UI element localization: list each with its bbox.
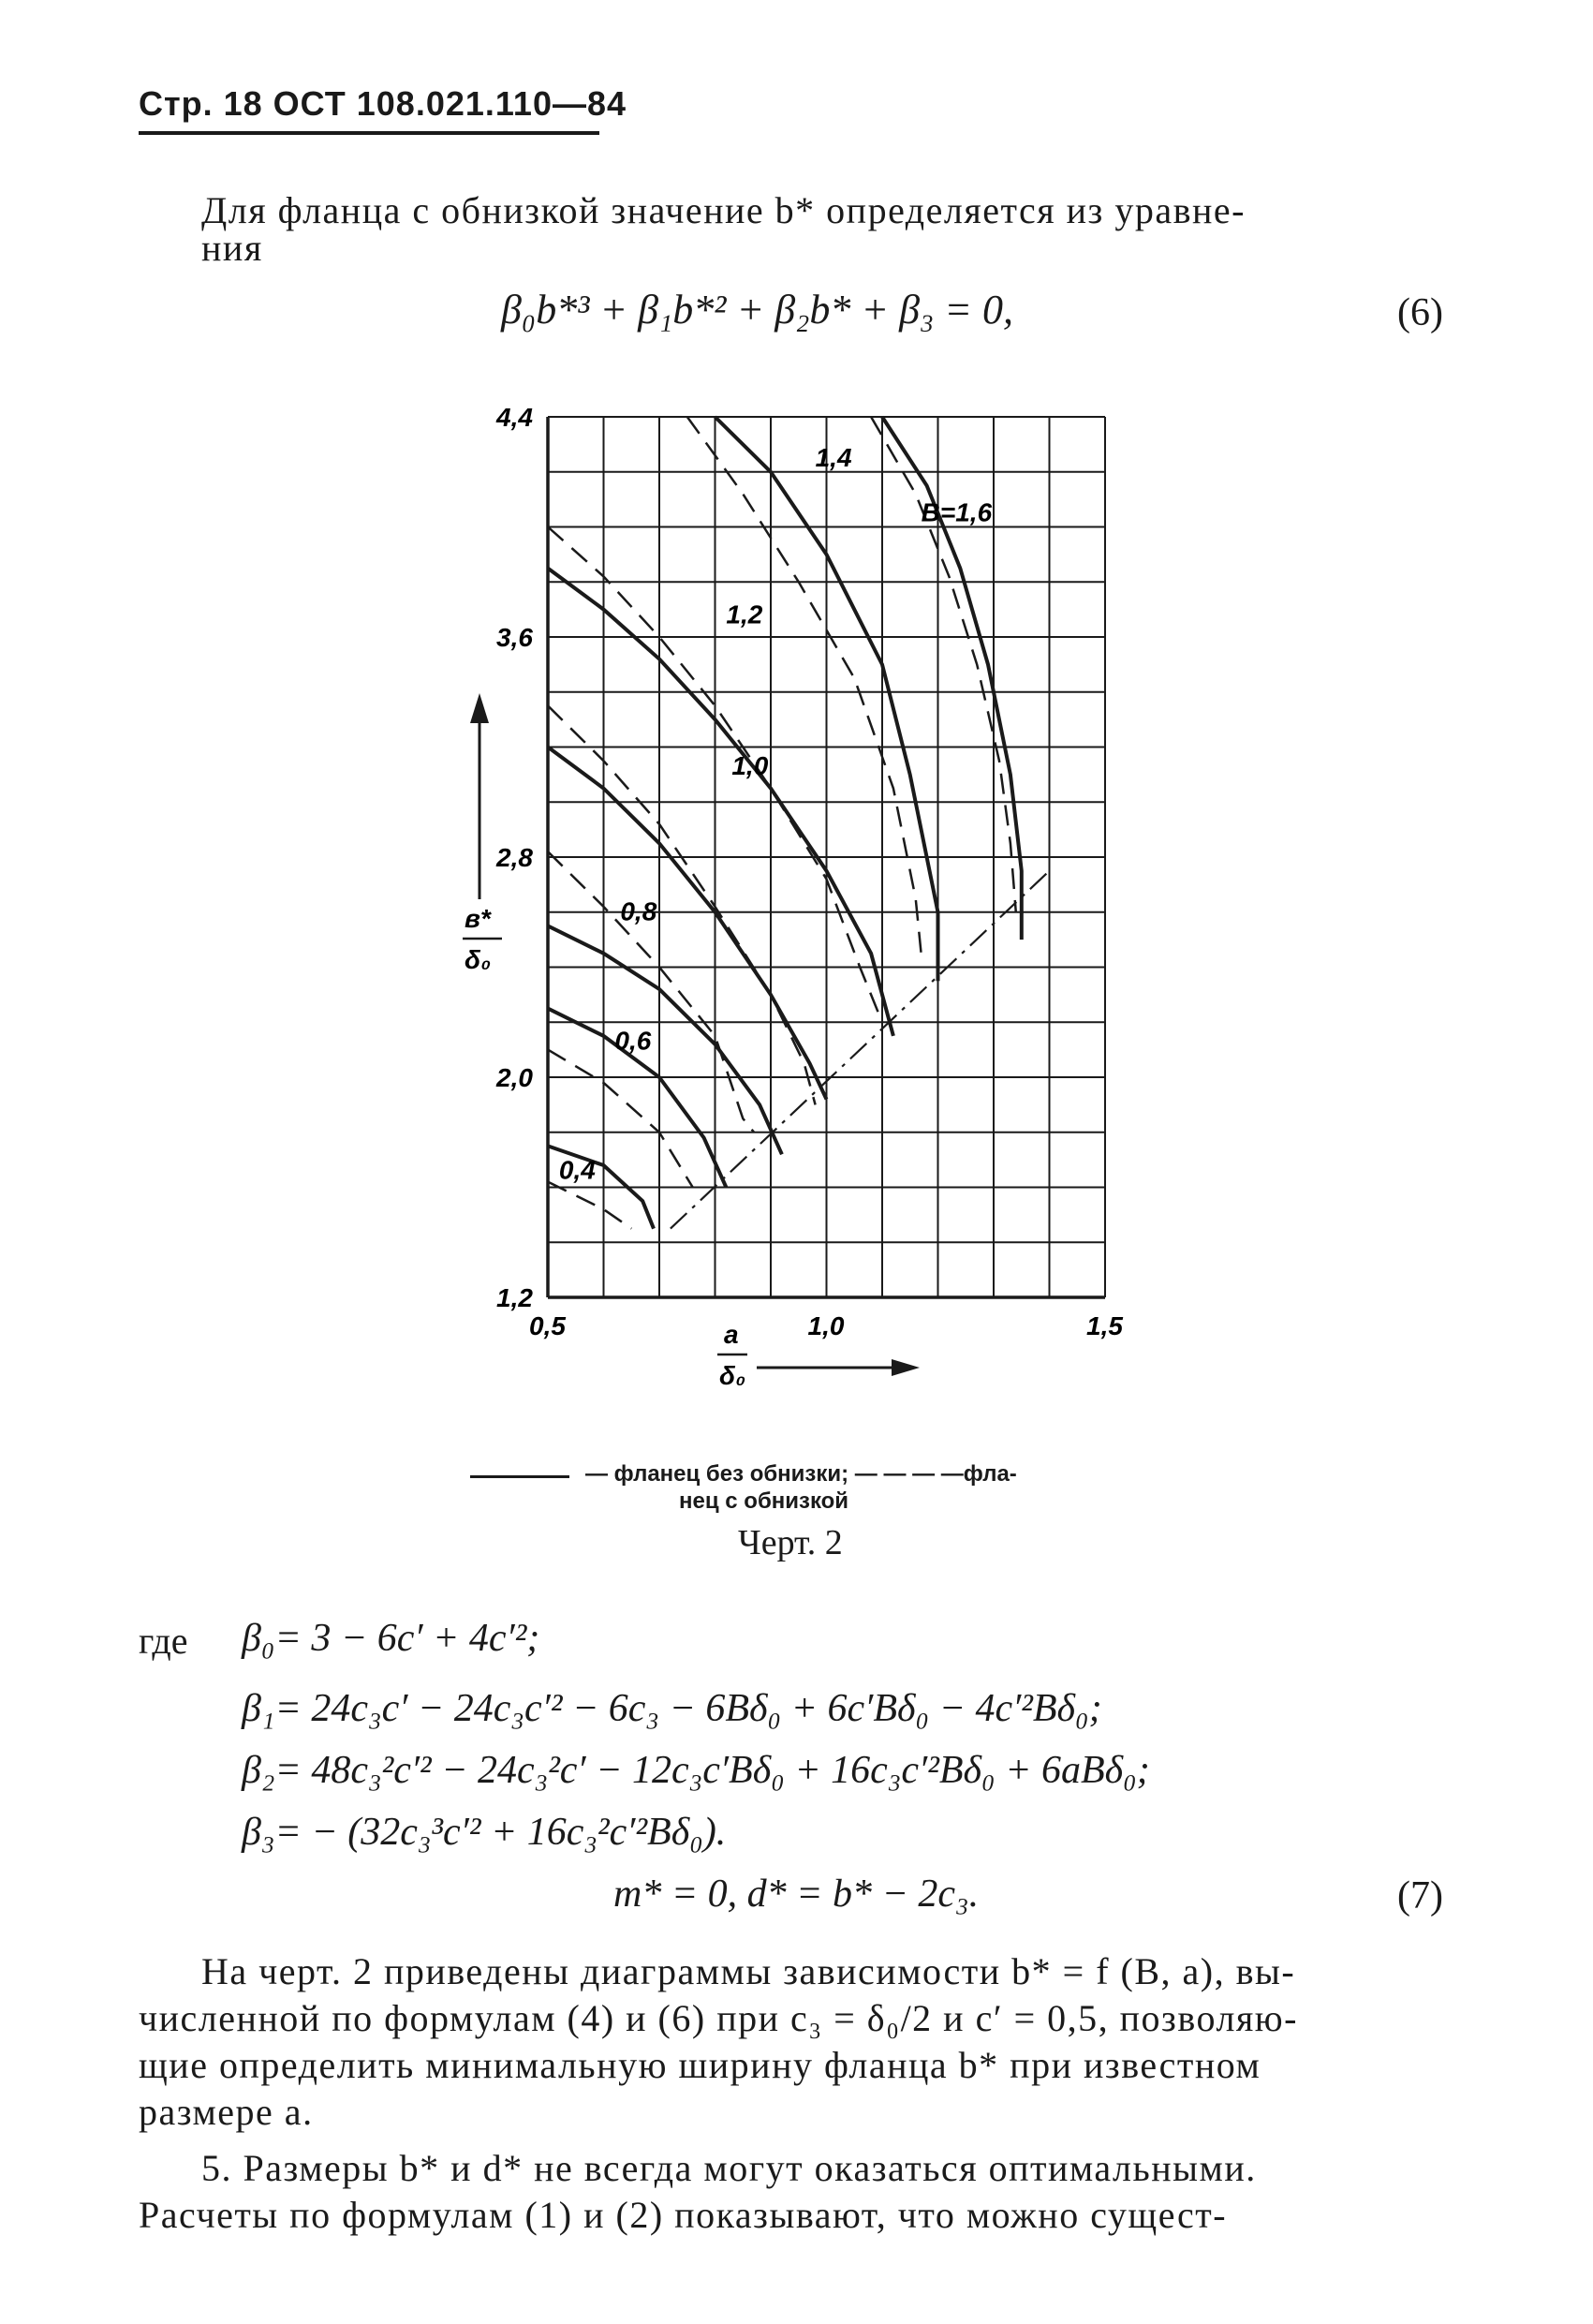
intro-line-2: ния [201,227,263,269]
series-line-7 [548,705,816,1104]
formula-beta1: β₁= 24c₃c′ − 24c₃c′² − 6c₃ − 6Bδ₀ + 6c′Bδ₀ − 4c′²Bδ₀; [242,1687,1102,1730]
chart-curve-labels [559,443,993,1185]
formula-beta2: β₂= 48c₃²c′² − 24c₃²c′ − 12c₃c′Bδ₀ + 16c₃c′²Bδ₀ + 6aBδ₀; [242,1749,1150,1792]
series-line-1 [548,1182,631,1229]
series-line-6 [548,748,827,1100]
y-axis-label-numerator: в* [465,904,491,933]
formula-eq7: m* = 0, d* = b* − 2c₃. [613,1873,980,1916]
y-tick-label-2: 2,8 [496,843,533,872]
y-tick-label-4: 4,4 [496,403,533,432]
body-p1-line-1: На черт. 2 приведены диаграммы зависимости b* = f (B, a), вы- [201,1950,1296,1992]
legend-line-1: — фланец без обнизки; — — — —фла- [585,1461,1017,1487]
curve-label-6: B=1,6 [921,497,993,527]
x-axis-label-denominator: δ₀ [719,1361,746,1386]
formula-where: где [139,1620,188,1662]
x-axis-arrowhead [892,1359,920,1376]
x-tick-label-0: 0,5 [529,1311,566,1340]
chart-caption: Черт. 2 [738,1523,843,1562]
curve-label-5: 1,4 [815,442,852,472]
series-line-14 [671,871,1050,1229]
legend-line-2: нец с обнизкой [679,1488,849,1514]
header-rule [139,131,599,135]
curve-label-0: 0,4 [558,1155,596,1185]
series-line-12 [882,417,1022,940]
curve-label-3: 1,0 [731,750,769,780]
body-p2-line-1: 5. Размеры b* и d* не всегда могут оказаться оптимальными. [201,2147,1257,2189]
curve-label-1: 0,6 [614,1026,652,1056]
y-tick-label-3: 3,6 [496,623,533,652]
equation-7-number: (7) [1397,1874,1443,1917]
y-tick-label-0: 1,2 [496,1283,533,1312]
y-tick-label-1: 2,0 [496,1063,533,1092]
body-p1-line-3: щие определить минимальную ширину фланца b* при известном [139,2044,1261,2086]
body-p1-line-2: численной по формулам (4) и (6) при c₃ = δ₀/2 и c′ = 0,5, позволяю- [139,1997,1298,2039]
body-p1-line-4: размере a. [139,2091,314,2133]
y-axis-label-denominator: δ₀ [465,945,492,974]
chart-ticks-layer [495,403,1123,1340]
formula-beta0: β₀= 3 − 6c′ + 4c′²; [242,1617,540,1660]
equation-6: β₀b*³ + β₁b*² + β₂b* + β₃ = 0, [501,287,1013,333]
x-axis-label-numerator: a [724,1320,739,1349]
legend-solid-swatch [470,1475,569,1478]
page-header: Стр. 18 ОСТ 108.021.110—84 [139,84,627,123]
chart-series-layer [548,417,1050,1229]
body-p2-line-2: Расчеты по формулам (1) и (2) показывают, что можно сущест- [139,2194,1228,2236]
equation-6-number: (6) [1397,291,1443,334]
x-tick-label-2: 1,5 [1086,1311,1123,1340]
series-line-5 [548,851,754,1132]
formula-beta3: β₃= − (32c₃³c′² + 16c₃²c′²Bδ₀). [242,1811,727,1854]
curve-label-4: 1,2 [726,600,763,629]
chart-b-vs-a [459,393,1171,1386]
y-axis-arrowhead [470,693,489,723]
intro-line-1: Для фланца с обнизкой значение b* определяется из уравне- [201,189,1246,231]
curve-label-2: 0,8 [620,896,657,926]
x-tick-label-1: 1,0 [807,1311,845,1340]
